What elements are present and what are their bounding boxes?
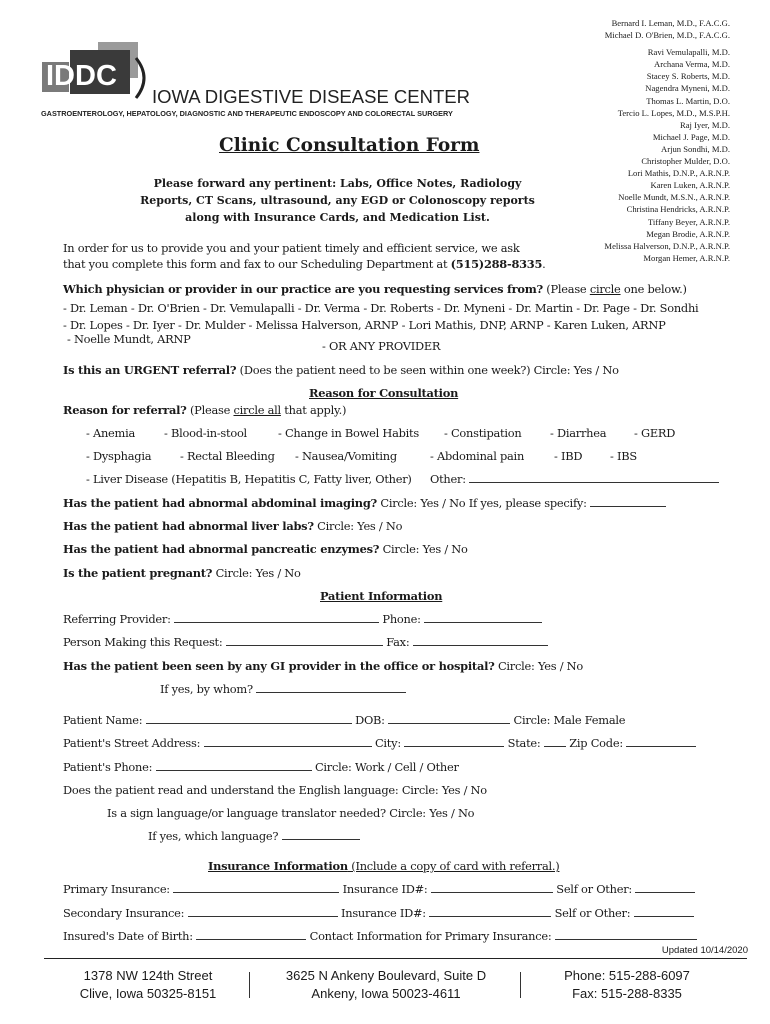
intro-line-2: that you complete this form and fax to our Scheduling Department at (515)288-8335. xyxy=(63,257,546,271)
form-title: Clinic Consultation Form xyxy=(219,135,480,156)
iddc-logo xyxy=(40,40,510,125)
city-field[interactable] xyxy=(404,736,504,747)
doctor-list xyxy=(604,17,730,264)
doctor-name: Michael J. Page, M.D. xyxy=(652,131,730,142)
secondary-self-other-field[interactable] xyxy=(634,906,694,917)
logo-tagline: GASTROENTEROLOGY, HEPATOLOGY, DIAGNOSTIC AND THERAPEUTIC ENDOSCOPY AND COLORECTAL SURGERY xyxy=(41,109,453,118)
reason-blood-in-stool[interactable]: - Blood-in-stool xyxy=(164,426,247,440)
imaging-specify-field[interactable] xyxy=(590,496,666,507)
instructions: Please forward any pertinent: Labs, Office Notes, Radiology Reports, CT Scans, ultrasound, any EGD or Colonoscopy reports along with Insurance Cards, and Medication List. xyxy=(140,177,535,224)
physician-question: Which physician or provider in our practice are you requesting services from? (Please circle one below.) xyxy=(63,282,687,296)
state-field[interactable] xyxy=(544,736,566,747)
patient-name-row: Patient Name: DOB: Circle: Male Female xyxy=(63,713,626,727)
pancreatic-question[interactable]: Has the patient had abnormal pancreatic enzymes? Circle: Yes / No xyxy=(63,542,468,556)
reason-dysphagia[interactable]: - Dysphagia xyxy=(86,449,152,463)
reason-abdominal-pain[interactable]: - Abdominal pain xyxy=(430,449,525,463)
footer-divider xyxy=(44,958,747,959)
insured-dob-row: Insured's Date of Birth: Contact Information for Primary Insurance: xyxy=(63,929,697,943)
reason-anemia[interactable]: - Anemia xyxy=(86,426,136,440)
sign-language-question[interactable]: Is a sign language/or language translator needed? Circle: Yes / No xyxy=(107,806,475,820)
english-question[interactable]: Does the patient read and understand the English language: Circle: Yes / No xyxy=(63,783,487,797)
reason-other[interactable]: Other: xyxy=(430,472,719,486)
gender-choice[interactable]: Circle: Male Female xyxy=(513,713,626,727)
primary-ins-id-field[interactable] xyxy=(431,882,553,893)
patient-heading: Patient Information xyxy=(320,589,443,603)
by-whom-row: If yes, by whom? xyxy=(160,682,406,696)
street-field[interactable] xyxy=(204,736,372,747)
doctor-name: Stacey S. Roberts, M.D. xyxy=(646,71,730,82)
reason-bowel-habits[interactable]: - Change in Bowel Habits xyxy=(278,426,419,440)
reason-nausea[interactable]: - Nausea/Vomiting xyxy=(295,449,397,463)
fax-field[interactable] xyxy=(413,635,548,646)
footer-separator-2 xyxy=(520,972,521,998)
doctor-name: Christopher Mulder, D.O. xyxy=(641,156,730,167)
reason-ibd[interactable]: - IBD xyxy=(554,449,583,463)
seen-gi-question[interactable]: Has the patient been seen by any GI provider in the office or hospital? Circle: Yes / No xyxy=(63,659,583,673)
provider-list-2[interactable]: - Dr. Lopes - Dr. Iyer - Dr. Mulder - Melissa Halverson, ARNP - Lori Mathis, DNP, ARNP - Karen Luken, ARNP xyxy=(63,318,666,332)
which-language-row: If yes, which language? xyxy=(148,829,360,843)
doctor-name: Lori Mathis, D.N.P., A.R.N.P. xyxy=(627,168,730,179)
referring-phone-field[interactable] xyxy=(424,612,542,623)
insurance-heading: Insurance Information (Include a copy of card with referral.) xyxy=(208,859,560,873)
patient-name-field[interactable] xyxy=(146,713,352,724)
doctor-name: Archana Verma, M.D. xyxy=(654,59,730,70)
street-row: Patient's Street Address: City: State: Zip Code: xyxy=(63,736,696,750)
doctor-name: Morgan Hemer, A.R.N.P. xyxy=(643,252,730,263)
doctor-name: Michael D. O'Brien, M.D., F.A.C.G. xyxy=(604,30,730,41)
footer-address-ankeny: 3625 N Ankeny Boulevard, Suite D Ankeny, Iowa 50023-4611 xyxy=(285,968,487,1001)
primary-insurance-field[interactable] xyxy=(173,882,339,893)
doctor-name: Ravi Vemulapalli, M.D. xyxy=(647,47,730,58)
logo-letters: IDDC xyxy=(46,60,117,92)
any-provider-option[interactable]: - OR ANY PROVIDER xyxy=(322,339,441,353)
secondary-ins-id-field[interactable] xyxy=(429,906,551,917)
doctor-name: Thomas L. Martin, D.O. xyxy=(646,95,730,106)
footer-separator-1 xyxy=(249,972,250,998)
reason-diarrhea[interactable]: - Diarrhea xyxy=(550,426,607,440)
doctor-name: Bernard I. Leman, M.D., F.A.C.G. xyxy=(611,18,730,28)
provider-list-1[interactable]: - Dr. Leman - Dr. O'Brien - Dr. Vemulapalli - Dr. Verma - Dr. Roberts - Dr. Myneni - Dr. Martin - Dr. Page - Dr. Sondhi xyxy=(63,301,699,315)
reason-heading: Reason for Consultation xyxy=(309,386,459,400)
by-whom-field[interactable] xyxy=(256,682,406,693)
insured-dob-field[interactable] xyxy=(196,929,306,940)
reason-rectal-bleeding[interactable]: - Rectal Bleeding xyxy=(180,449,275,463)
primary-insurance-row: Primary Insurance: Insurance ID#: Self or Other: xyxy=(63,882,695,896)
doctor-name: Christina Hendricks, A.R.N.P. xyxy=(626,204,730,215)
dob-field[interactable] xyxy=(388,713,510,724)
which-language-field[interactable] xyxy=(282,829,360,840)
reason-ibs[interactable]: - IBS xyxy=(610,449,637,463)
doctor-name: Noelle Mundt, M.S.N., A.R.N.P. xyxy=(618,192,730,203)
doctor-name: Melissa Halverson, D.N.P., A.R.N.P. xyxy=(604,240,730,251)
secondary-insurance-field[interactable] xyxy=(188,906,338,917)
doctor-name: Raj Iyer, M.D. xyxy=(679,119,730,130)
doctor-name: Tercio L. Lopes, M.D., M.S.P.H. xyxy=(617,107,730,118)
footer-contact: Phone: 515-288-6097 Fax: 515-288-8335 xyxy=(564,968,690,1001)
zip-field[interactable] xyxy=(626,736,696,747)
intro-line-1: In order for us to provide you and your patient timely and efficient service, we ask xyxy=(63,241,520,255)
person-request-row: Person Making this Request: Fax: xyxy=(63,635,548,649)
other-field[interactable] xyxy=(469,472,719,483)
imaging-question[interactable]: Has the patient had abnormal abdominal imaging? Circle: Yes / No If yes, please specify: xyxy=(63,496,666,510)
secondary-insurance-row: Secondary Insurance: Insurance ID#: Self or Other: xyxy=(63,906,694,920)
doctor-name: Tiffany Beyer, A.R.N.P. xyxy=(647,216,730,227)
reason-gerd[interactable]: - GERD xyxy=(634,426,676,440)
reason-constipation[interactable]: - Constipation xyxy=(444,426,522,440)
contact-primary-field[interactable] xyxy=(555,929,697,940)
doctor-name: Karen Luken, A.R.N.P. xyxy=(650,180,730,191)
patient-phone-field[interactable] xyxy=(156,760,312,771)
updated-date: Updated 10/14/2020 xyxy=(661,945,748,956)
logo-name: IOWA DIGESTIVE DISEASE CENTER xyxy=(152,86,470,107)
doctor-name: Nagendra Myneni, M.D. xyxy=(645,83,730,94)
primary-self-other-field[interactable] xyxy=(635,882,695,893)
pregnant-question[interactable]: Is the patient pregnant? Circle: Yes / No xyxy=(63,566,301,580)
footer-address-clive: 1378 NW 124th Street Clive, Iowa 50325-8151 xyxy=(79,968,217,1001)
liver-labs-question[interactable]: Has the patient had abnormal liver labs? Circle: Yes / No xyxy=(63,519,403,533)
reason-prompt: Reason for referral? (Please circle all that apply.) xyxy=(63,403,347,417)
iddc-logo-mark xyxy=(40,40,510,125)
phone-type-choice[interactable]: Circle: Work / Cell / Other xyxy=(314,760,459,774)
doctor-name: Arjun Sondhi, M.D. xyxy=(661,143,730,154)
doctor-name: Megan Brodie, A.R.N.P. xyxy=(646,228,730,239)
reason-liver-disease[interactable]: - Liver Disease (Hepatitis B, Hepatitis C, Fatty liver, Other) xyxy=(86,472,412,486)
person-request-field[interactable] xyxy=(226,635,383,646)
referring-provider-field[interactable] xyxy=(174,612,379,623)
urgent-question[interactable]: Is this an URGENT referral? (Does the patient need to be seen within one week?) Circle: Yes / No xyxy=(63,363,619,377)
referring-provider-row: Referring Provider: Phone: xyxy=(63,612,542,626)
patient-phone-row: Patient's Phone: Circle: Work / Cell / Other xyxy=(63,760,459,774)
provider-list-3[interactable]: - Noelle Mundt, ARNP xyxy=(67,332,191,346)
